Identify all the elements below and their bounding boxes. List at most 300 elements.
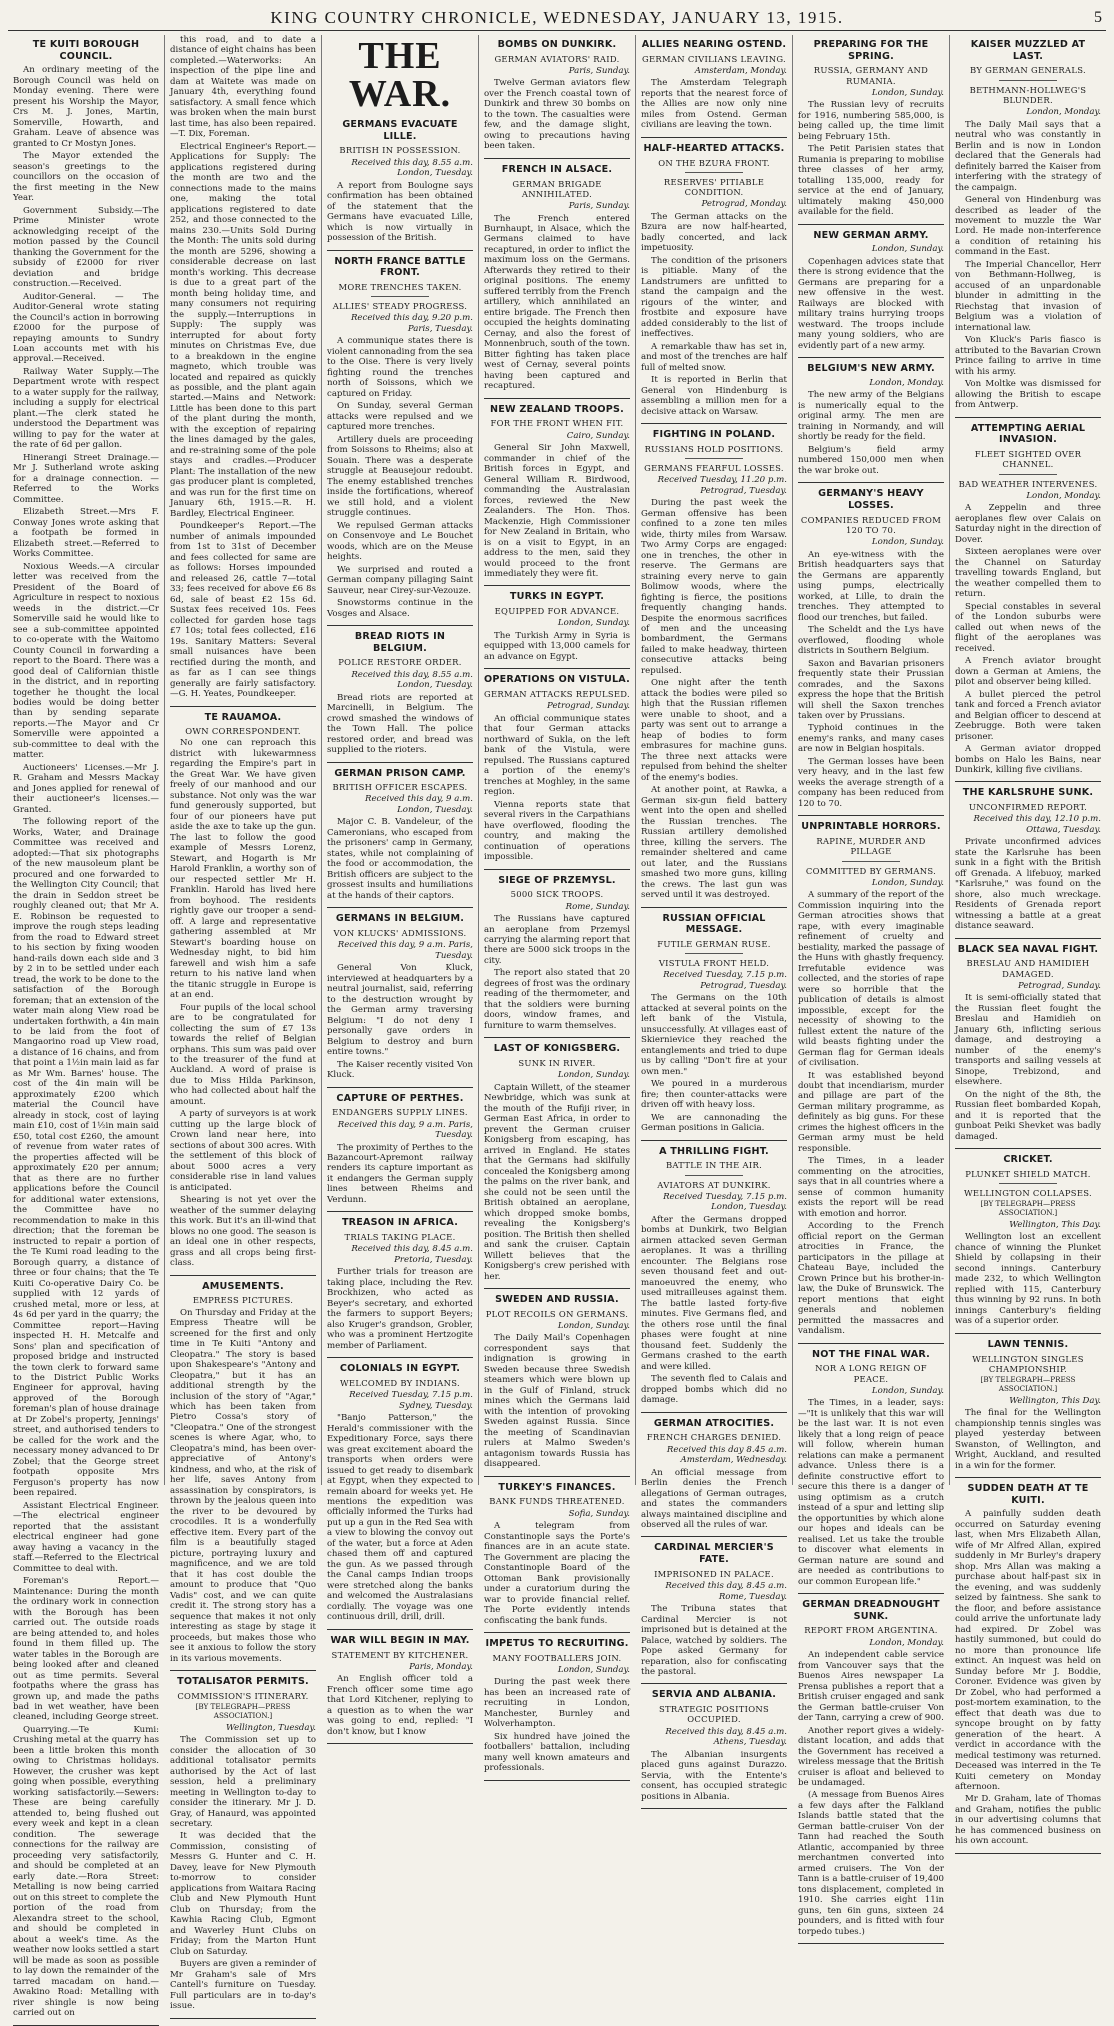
column-7	[950, 35, 1106, 1847]
article-subhead: COMMISSION'S ITINERARY.	[177, 1690, 309, 1701]
article-divider	[641, 1536, 787, 1537]
article-subhead: BATTLE IN THE AIR.	[665, 1160, 763, 1171]
section-banner: THE WAR.	[348, 35, 452, 115]
article-subhead: RAPINE, MURDER AND PILLAGE	[816, 836, 926, 857]
article-headline: ATTEMPTING AERIAL INVASION.	[970, 422, 1086, 446]
article-subhead: GERMANS FEARFUL LOSSES.	[644, 462, 784, 473]
article-subhead: GERMAN AVIATORS' RAID.	[494, 53, 620, 64]
article	[641, 1689, 787, 1802]
article-paragraph: It was decided that the Commission, consisting of Messrs G. Hunter and C. H. Davey, leave for New Plymouth to-morrow to consider applications from Waitara Racing Club and New Plymouth Hunt Club on Thursday; from the Kawhia Racing Club, Egmont and Waverley Hunt Clubs on Friday; from the Marton Hunt Club on Saturday.	[170, 1831, 316, 1957]
article-headline: UNPRINTABLE HORRORS.	[801, 821, 941, 833]
article-headline: TREASON IN AFRICA.	[341, 1217, 459, 1229]
article	[13, 39, 159, 2019]
article	[327, 1093, 473, 1206]
article-paragraph: Twelve German aviators flew over the French coastal town of Dunkirk and threw 30 bombs on to the town. The casualties were few, and the damage slight, owing to precautions having been taken.	[484, 78, 630, 152]
article-paragraph: (A message from Buenos Aires a few days after the Falkland Islands battle stated that the German battle-cruiser Von der Tann had reached the South Atlantic, accompanied by three merchantmen converted into armed cruisers. The Von der Tann is a battle-cruiser of 19,400 tons displacement, completed in 1910. She carries eight 11in guns, ten 6in guns, sixteen 24 pounders, and is fitted with four torpedo tubes.)	[798, 1790, 944, 1937]
article-headline: TOTALISATOR PERMITS.	[177, 1676, 309, 1688]
article	[327, 913, 473, 1080]
dateline: Received this day 8.45 a.m. Amsterdam, Wednesday.	[666, 1444, 787, 1466]
article	[798, 39, 944, 218]
article-headline: SIEGE OF PRZEMYSL.	[498, 874, 616, 886]
article-paragraph: Special constables in several of the London suburbs were called out when news of the flight of the aeroplanes was received.	[955, 601, 1101, 654]
article-paragraph: An independent cable service from Vancouver says that the Buenos Aires newspaper La Prensa publishes a report that a British cruiser engaged and sank the German battle-cruiser Von der Tann, carrying a crew of 900.	[798, 1650, 944, 1724]
dateline: Paris, Monday.	[409, 1661, 473, 1672]
article-headline: GERMAN ATROCITIES.	[653, 1417, 775, 1429]
article-divider	[327, 250, 473, 251]
article-headline: LAWN TENNIS.	[987, 1338, 1069, 1350]
article-headline: AMUSEMENTS.	[202, 1280, 284, 1292]
dateline: London, Sunday.	[871, 87, 944, 98]
article-headline: SWEDEN AND RUSSIA.	[495, 1294, 619, 1305]
dateline: Petrograd, Sunday.	[1018, 980, 1101, 991]
newspaper-page	[0, 6, 1114, 2019]
article-subhead: BAD WEATHER INTERVENES.	[958, 478, 1098, 489]
article-paragraph: Hinerangi Street Drainage.—Mr J. Sutherland wrote asking for a drainage connection. — Referred to the Works Committee.	[13, 452, 159, 505]
article	[327, 256, 473, 619]
article-paragraph: Assistant Electrical Engineer.—The electrical engineer reported that the assistant electrical engineer had gone away having a vacancy in the staff.—Referred to the Electrical Committee to deal with.	[13, 1500, 159, 1574]
dateline: London, Sunday.	[871, 1385, 944, 1396]
article-paragraph: Saxon and Bavarian prisoners frequently state their Prussian comrades, and the Saxons express the hope that the British will shell the Saxon trenches taken over by Prussians.	[798, 658, 944, 721]
article-headline: PREPARING FOR THE SPRING.	[813, 39, 929, 62]
article-subhead: GERMAN CIVILIANS LEAVING.	[642, 53, 786, 64]
column-6	[793, 35, 950, 1937]
article	[955, 423, 1101, 776]
article-subhead: GERMAN ATTACKS REPULSED.	[484, 689, 630, 700]
article-headline: OPERATIONS ON VISTULA.	[484, 674, 630, 686]
article-divider	[484, 1780, 630, 1781]
article	[484, 591, 630, 662]
article-divider	[955, 417, 1101, 418]
article	[484, 1482, 630, 1626]
article-headline: CAPTURE OF PERTHES.	[336, 1092, 464, 1104]
columns	[8, 35, 1106, 2019]
dateline: Wellington, This Day.	[1009, 1395, 1101, 1406]
article	[170, 35, 316, 700]
article-divider	[484, 158, 630, 159]
dateline: Paris, Sunday.	[568, 65, 630, 76]
article-divider	[484, 1037, 630, 1038]
article-subhead: FOR THE FRONT WHEN FIT.	[490, 418, 624, 429]
article-paragraph: An ordinary meeting of the Borough Council was held on Monday evening. There were present his Worship the Mayor, Crs M. J. Jones, Martin, Somerville, Howarth, and Graham. Leave of absence was granted to Cr Mostyn Jones.	[13, 65, 159, 149]
article-paragraph: General Von Kluck, interviewed at headquarters by a neutral journalist, said, referring to the destruction wrought by the German army traversing Belgium: "I do not deny I personally gave orders in Belgium to destroy and burn entire towns."	[327, 963, 473, 1058]
article-paragraph: It is reported in Berlin that General von Hindenburg is assembling a million men for a decisive attack on Warsaw.	[641, 375, 787, 417]
article-headline: LAST OF KONIGSBERG.	[493, 1043, 621, 1055]
press-credit: [BY TELEGRAPH—PRESS ASSOCIATION.]	[980, 1375, 1076, 1393]
masthead-title: KING COUNTRY CHRONICLE, WEDNESDAY, JANUARY 13, 1915.	[270, 8, 844, 27]
article-subhead: BRITISH OFFICER ESCAPES.	[332, 782, 468, 793]
article	[641, 1418, 787, 1531]
article-subhead: POLICE RESTORE ORDER.	[338, 657, 462, 668]
article	[798, 363, 944, 476]
article-divider	[955, 938, 1101, 939]
article-paragraph: Private unconfirmed advices state the Karlsruhe has been sunk in a fight with the British off Grenada. A lifebuoy, marked "Karlsruhe," was found on the shore, also much wreckage. Residents of Grenada report witnessing a battle at a great distance seaward.	[955, 837, 1101, 932]
article-paragraph: The condition of the prisoners is pitiable. Many of the Landstrumers are unfitted to stand the campaign and the rigours of the winter, and frostbite and exposure have added considerably to the list of ineffectives.	[641, 255, 787, 340]
dateline: London, Sunday.	[557, 1320, 630, 1331]
dateline: London, Sunday.	[557, 1070, 630, 1081]
column-3	[322, 35, 479, 1737]
article-subhead: PLOT RECOILS ON GERMANS.	[485, 1308, 629, 1319]
article-subhead: SUNK IN RIVER.	[518, 1058, 596, 1069]
article	[484, 39, 630, 152]
article-divider	[641, 1412, 787, 1413]
article	[484, 1294, 630, 1470]
article-paragraph: We repulsed German attacks on Consenvoye and Le Bouchet woods, which are on the Meuse heights.	[327, 520, 473, 563]
press-credit: [BY TELEGRAPH—PRESS ASSOCIATION.]	[980, 1199, 1076, 1218]
subhead-rule	[999, 80, 1057, 81]
article	[327, 37, 473, 244]
article	[484, 875, 630, 1032]
article-divider	[955, 781, 1101, 782]
article-subhead: STRATEGIC POSITIONS OCCUPIED.	[658, 1704, 770, 1725]
page-number: 5	[1094, 9, 1102, 26]
article-subhead: COMPANIES REDUCED FROM 120 TO 70.	[800, 514, 942, 535]
article-paragraph: The German attacks on the Bzura are now half-hearted, badly concerted, and lack impetuosity.	[641, 211, 787, 254]
article-paragraph: General Sir John Maxwell, commander in chief of the British forces in Egypt, and General William R. Birdwood, commanding the Australasian forces, reviewed the New Zealanders. The Hon. Thos. Mackenzie, High Commissioner for New Zealand in Britain, who is on a visit to Egypt, in an address to the men, said they would proceed to the front immediately they were fit.	[484, 443, 630, 579]
article-headline: NEW ZEALAND TROOPS.	[490, 403, 624, 415]
subhead-rule	[999, 474, 1057, 475]
article	[484, 674, 630, 862]
article	[641, 429, 787, 901]
article-divider	[170, 1670, 316, 1671]
article-divider	[484, 668, 630, 669]
article-paragraph: After the Germans dropped bombs at Dunkirk, two Belgian airmen attacked seven German aeroplanes. It was a thrilling encounter. The Belgians rose seven thousand feet and out-manoeuvred the enemy, who used mitrailleuses against them. The battle lasted forty-five minutes. Five Germans fled, and the others rose until the final phases were fought at nine thousand feet. Suddenly the Germans crashed to the earth and were killed.	[641, 1214, 787, 1372]
dateline: Received this day, 9.20 p.m. Paris, Tuesday.	[350, 313, 473, 334]
article-paragraph: Captain Willett, of the steamer Newbridge, which was sunk at the mouth of the Rufiji river, in German East Africa, in order to prevent the German cruiser Konigsberg from escaping, has arrived in England. He states that the Germans had skilfully concealed the Konigsberg among the palms on the river bank, and she could not be seen until the British obtained an aeroplane, which dropped smoke bombs, revealing the Konigsberg's position. The British then shelled and sank the cruiser. Captain Willett believes that the Konigsberg's crew perished with her.	[484, 1082, 630, 1282]
article-paragraph: One night after the tenth attack the bodies were piled so high that the Russian riflemen were unable to shoot, and a party was sent out to arrange a heap of bodies to form embrasures for machine guns. The three next attacks were repulsed from behind the shelter of the enemy's bodies.	[641, 678, 787, 783]
dateline: Wellington, Tuesday.	[226, 1722, 316, 1733]
article-paragraph: Belgium's field army numbered 150,000 men when the war broke out.	[798, 444, 944, 476]
article	[170, 1281, 316, 1664]
article-subhead: MORE TRENCHES TAKEN.	[338, 281, 462, 292]
article	[955, 787, 1101, 931]
article	[641, 39, 787, 131]
article	[327, 768, 473, 902]
article-headline: A THRILLING FIGHT.	[659, 1145, 769, 1157]
article-paragraph: Poundkeeper's Report.—The number of animals impounded from 1st to 31st of December and fees collected for same are as follows: Horses impounded and released 26, cattle 7—total 33; fees received for above £6 8s 6d, sale of beast £2 15s 6d. Sustax fees received 10s. Fees collected for garden hose tags £7 10s; total fees collected, £16 19s. Sanitary Matters: Several small nuisances have been rectified during the month, and as far as I can see things generally are fairly satisfactory.—G. H. Yeates, Poundkeeper.	[170, 521, 316, 700]
article-paragraph: Electrical Engineer's Report.—Applications for Supply: The applications registered during the month are two and the connections made to the mains one, making the total applications registered to date 252, and those connected to the mains 230.—Units Sold During the Month: The units sold during the month are 5296, showing a considerable decrease on last month's working. This decrease is due to a great part of the month being holiday time, and many consumers not requiring the supply.—Interruptions in Supply: The supply was interrupted for about forty minutes on Christmas Eve, due to a breakdown in the engine magneto, which trouble was located and repaired as quickly as possible, and the plant again started.—Mains and Network: Little has been done to this part of the plant during the month, with the exception of repairing the lines damaged by the gales, and re-straining some of the pole stays and cradles.—Producer Plant: The installation of the new gas producer plant is completed, and was run for the first time on January 6th, 1915.—R. H. Bardley, Electrical Engineer.	[170, 141, 316, 519]
article-headline: NORTH FRANCE BATTLE FRONT.	[334, 255, 466, 279]
article-divider	[955, 1853, 1101, 1854]
article-subhead: VON KLUCKS' ADMISSIONS.	[333, 928, 467, 939]
dateline: London, Monday.	[869, 377, 944, 388]
article-paragraph: On Sunday, several German attacks were repulsed and we captured more trenches.	[327, 401, 473, 433]
article-paragraph: General von Hindenburg was described as leader of the movement to muzzle the War Lord. He made non-interference a condition of retaining his command in the East.	[955, 195, 1101, 258]
article-subhead: WELLINGTON COLLAPSES.	[964, 1188, 1092, 1199]
article-divider	[327, 625, 473, 626]
article	[955, 1154, 1101, 1327]
article-paragraph: During the past week there has been an increased rate of recruiting in London, Manchester, Burnley and Wolverhampton.	[484, 1677, 630, 1730]
article-paragraph: The Times, in a leader commenting on the atrocities, says that in all countries where a sense of common humanity exists the report will be read with emotion and horror.	[798, 1156, 944, 1219]
article-subhead: RUSSIANS HOLD POSITIONS.	[644, 443, 784, 454]
article-headline: TURKS IN EGYPT.	[509, 591, 605, 603]
article-paragraph: The Mayor extended the season's greetings to the councillors on the occasion of the first meeting in the New Year.	[13, 151, 159, 204]
article-headline: FIGHTING IN POLAND.	[652, 429, 776, 440]
article-paragraph: We surprised and routed a German company pillaging Saint Sauveur, near Cirey-sur-Vezouze.	[327, 564, 473, 596]
article-subhead: UNCONFIRMED REPORT.	[968, 802, 1088, 813]
article-paragraph: Typhoid continues in the enemy's ranks, and many cases are now in Belgian hospitals.	[798, 723, 944, 755]
article-headline: ALLIES NEARING OSTEND.	[641, 39, 787, 50]
article	[484, 164, 630, 392]
article-paragraph: The Petit Parisien states that Rumania is preparing to mobilise three classes of her army, totalling 135,000, ready for service at the end of January, ultimately making 450,000 available for the field.	[798, 144, 944, 218]
article-paragraph: The seventh fled to Calais and dropped bombs which did no damage.	[641, 1374, 787, 1406]
article-paragraph: The Kaiser recently visited Von Kluck.	[327, 1059, 473, 1081]
article-divider	[484, 1632, 630, 1633]
article-paragraph: A communique states there is violent cannonading from the sea to the Oise. There is very lively fighting round the trenches north of Soissons, which we captured on Friday.	[327, 336, 473, 399]
article-paragraph: The new army of the Belgians is numerically equal to the original army. The men are training in Normandy, and will shortly be ready for the field.	[798, 390, 944, 443]
article	[170, 712, 316, 1269]
article-headline: BREAD RIOTS IN BELGIUM.	[354, 631, 446, 654]
article-headline: FRENCH IN ALSACE.	[501, 163, 613, 175]
article-subhead: WELLINGTON SINGLES CHAMPIONSHIP.	[972, 1353, 1084, 1374]
article	[641, 1542, 787, 1677]
article-paragraph: The French entered Burnhaupt, in Alsace, which the Germans claimed to have recaptured, in order to inflict the maximum loss on the Germans. Afterwards they retired to their original positions. The enemy suffered terribly from the French artillery, which annihilated an entire brigade. The French then occupied the heights dominating Cernay, and also the forest of Monnenbruch, south of the town. Bitter fighting has taken place west of Cernay, several points having been captured and recaptured.	[484, 213, 630, 392]
article-paragraph: Railway Water Supply.—The Department wrote with respect to a water supply for the railway, including a supply for electrical plant.—The clerk stated he understood the Department was willing to pay for the water at the rate of 6d per gallon.	[13, 366, 159, 451]
article-paragraph: A party of surveyors is at work cutting up the large block of Crown land near here, into sections of about 300 acres. With the settlement of this block of about 5000 acres a very considerable rise in land values is anticipated.	[170, 1109, 316, 1193]
article-subhead: FUTILE GERMAN RUSE.	[657, 938, 771, 949]
article-subhead: BETHMANN-HOLLWEG'S BLUNDER.	[969, 84, 1087, 105]
article-headline: WAR WILL BEGIN IN MAY.	[330, 1634, 470, 1646]
dateline: London, Sunday.	[557, 1664, 630, 1675]
article-paragraph: It was established beyond doubt that incendiarism, murder and pillage are part of the German military programme, as definitely as big guns. For these crimes the highest officers in the German army must be held responsible.	[798, 1070, 944, 1154]
article-divider	[955, 1148, 1101, 1149]
article-paragraph: The German losses have been very heavy, and in the last few weeks the average strength of a company has been reduced from 120 to 70.	[798, 756, 944, 809]
article	[170, 1676, 316, 2012]
dateline: Received this day, 8.45 a.m. Rome, Tuesday.	[665, 1581, 787, 1602]
article	[641, 913, 787, 1134]
article-divider	[327, 762, 473, 763]
article-paragraph: A remarkable thaw has set in, and most of the trenches are half full of melted snow.	[641, 341, 787, 373]
article-headline: BOMBS ON DUNKIRK.	[497, 39, 617, 50]
article	[327, 1635, 473, 1737]
article-paragraph: Further trials for treason are taking place, including the Rev. Brockhizen, who acted as Beyer's secretary, and exhorted the farmers to support Beyers; also Kruger's grandson, Grobler, who was a prominent Hertzogite member of Parliament.	[327, 1267, 473, 1351]
article-paragraph: The Russians have captured an aeroplane from Przemysl carrying the alarming report that there are 5000 sick troops in the city.	[484, 914, 630, 966]
article-divider	[641, 137, 787, 138]
article-headline: KAISER MUZZLED AT LAST.	[970, 39, 1086, 62]
dateline: Received Tuesday, 7.15 p.m. Sydney, Tuesday.	[349, 1390, 473, 1411]
article-headline: GERMANY'S HEAVY LOSSES.	[818, 488, 924, 512]
article-paragraph: No one can reproach this district with lukewarmness regarding the Empire's part in the Great War. We have given freely of our manhood and our substance. Not only was the war fund generously supported, but four of our pioneers have put aside the axe to take up the gun. The last to follow the good example of Messrs Lorenz, Stewart, and Hogarth is Mr Harold Franklin, a worthy son of our respected settler Mr H. Franklin. Harold has lived here from boyhood. The residents rightly gave our trooper a send-off. A large and representative gathering assembled at Mr Stewart's boarding house on Wednesday night, to bid him farewell and wish him a safe return to his native land when the titanic struggle in Europe is at an end.	[170, 738, 316, 1001]
article-paragraph: An official message from Berlin denies the French allegations of German outrages, and states the commanders always maintained discipline and observed all the rules of war.	[641, 1467, 787, 1530]
article-paragraph: Six hundred have joined the footballers' battalion, including many well known amateurs and professionals.	[484, 1731, 630, 1774]
article-divider	[327, 1087, 473, 1088]
article-paragraph: The Daily Mail's Copenhagen correspondent says that indignation is growing in Sweden because three Swedish steamers which were blown up in the Gulf of Finland, struck mines which the Germans laid with the intention of provoking Sweden against Russia. Since the meeting of Scandinavian rulers at Malmo Sweden's antagonism towards Russia has disappeared.	[484, 1333, 630, 1470]
article-divider	[327, 1629, 473, 1630]
subhead-rule	[371, 296, 429, 297]
dateline: Received this day, 9 a.m. Paris, Tuesday.	[337, 1119, 473, 1141]
article-divider	[798, 1593, 944, 1594]
article-subhead: GERMAN BRIGADE ANNIHILATED.	[512, 178, 602, 199]
article-subhead: PLUNKET SHIELD MATCH.	[965, 1168, 1091, 1179]
article-subhead: ON THE BZURA FRONT.	[658, 157, 770, 168]
article-paragraph: Mr D. Graham, late of Thomas and Graham, notifies the public in our advertising columns that he has commenced business on his own account.	[955, 1794, 1101, 1847]
article-paragraph: A telegram from Constantinople says the Porte's finances are in an acute state. The Government are placing the Constantinople Board of the Ottoman Bank provisionally under a curatorium during the war to provide financial relief. The Porte evidently intends confiscating the bank funds.	[484, 1521, 630, 1626]
article-headline: GERMANS IN BELGIUM.	[335, 913, 465, 925]
article	[955, 1339, 1101, 1471]
article-divider	[170, 1275, 316, 1276]
article-subhead: EQUIPPED FOR ADVANCE.	[494, 606, 620, 617]
subhead-rule	[685, 458, 743, 459]
article-paragraph: The Times, in a leader, says:—"It is unlikely that this war will be the last war. It is not even likely that a long reign of peace will follow, wherein human relations can make a permanent advance. Unless there is a definite constructive effort to secure this there is a danger of using optimism as a crutch instead of a spur and letting slip the opportunities by which alone our hopes and ideals can be realised. Let us take the trouble to discover what elements in German nature are sound and are needed as contributions to our common European life."	[798, 1398, 944, 1587]
article	[327, 631, 473, 756]
article-subhead: STATEMENT BY KITCHENER.	[331, 1649, 469, 1660]
article	[484, 1638, 630, 1774]
article-paragraph: Auctioneers' Licenses.—Mr J. R. Graham and Messrs Mackay and Jones applied for renewal of their auctioneer's licenses.—Granted.	[13, 762, 159, 815]
dateline: Received this day, 8.45 a.m. Athens, Tuesday.	[665, 1726, 787, 1748]
dateline: London, Sunday.	[871, 244, 944, 255]
dateline: Received this day, 8.55 a.m. London, Tuesday.	[351, 157, 473, 179]
dateline: Received Tuesday, 7.15 p.m. Petrograd, Tuesday.	[663, 970, 787, 991]
article-headline: THE KARLSRUHE SUNK.	[962, 787, 1094, 799]
article-subhead: BANK FUNDS THREATENED.	[489, 1496, 625, 1507]
article-paragraph: A Zeppelin and three aeroplanes flew over Calais on Saturday night in the direction of Dover.	[955, 503, 1101, 545]
column-2	[165, 35, 322, 2012]
article-divider	[484, 398, 630, 399]
article-headline: SERVIA AND ALBANIA.	[651, 1689, 777, 1701]
article-paragraph: We poured in a murderous fire; then counter-attacks were driven off with heavy loss.	[641, 1079, 787, 1111]
article-paragraph: Elizabeth Street.—Mrs F. Conway Jones wrote asking that a footpath be formed in Elizabeth street.—Referred to Works Committee.	[13, 507, 159, 560]
article-subhead: TRIALS TAKING PLACE.	[344, 1232, 456, 1243]
article-paragraph: The final for the Wellington championship tennis singles was played yesterday between Swanston, of Wellington, and Wright, Auckland, and resulted in a win for the former.	[955, 1408, 1101, 1471]
dateline: Sofia, Sunday.	[568, 1508, 630, 1519]
article-subhead: IMPRISONED IN PALACE.	[654, 1568, 774, 1579]
article-subhead: FRENCH CHARGES DENIED.	[646, 1432, 782, 1443]
article-paragraph: Von Kluck's Paris fiasco is attributed to the Bavarian Crown Prince failing to arrive in time with his army.	[955, 335, 1101, 377]
article-headline: SUDDEN DEATH AT TE KUITI.	[967, 1482, 1089, 1506]
article-paragraph: The Commission set up to consider the allocation of 30 additional totalisator permits authorised by the Act of last session, held a preliminary meeting in Wellington to-day to consider the itinerary. Mr J. D. Gray, of Hanaurd, was appointed secretary.	[170, 1735, 316, 1829]
article-paragraph: Auditor-General. — The Auditor-General wrote stating the Council's action in borrowing £2000 for the purpose of repaying amounts to Sundry Loan accounts met with his approval.—Received.	[13, 291, 159, 365]
subhead-rule	[685, 1175, 743, 1176]
article-paragraph: A painfully sudden death occurred on Saturday evening last, when Mrs Elizabeth Allan, wife of Mr Alfred Allan, expired suddenly in Mr Burley's drapery shop. Mrs Allan was making a purchase about half-past six in the evening, and was suddenly seized by faintness. She sank to the floor, and before assistance could arrive the unfortunate lady had expired. Dr Zobel was hastily summoned, but could do no more than pronounce life extinct. An inquest was held on Sunday before Mr J. Boddie, Coroner. Evidence was given by Dr Zobel, who had performed a post-mortem examination, to the effect that death was due to syncope brought on by fatty generation of the heart. A verdict in accordance with the medical testimony was returned. Deceased was interred in the Te Kuiti cemetery on Monday afternoon.	[955, 1509, 1101, 1792]
article-headline: GERMAN PRISON CAMP.	[334, 767, 466, 779]
article-paragraph: It is semi-officially stated that the Russian fleet fought the Breslau and Hamidieh on January 6th, inflicting serious damage, and destroying a number of the enemy's transports and sailing vessels at Sinope, Trebizond, and elsewhere.	[955, 993, 1101, 1088]
subhead-rule	[842, 861, 900, 862]
article	[798, 488, 944, 809]
article-headline: TE RAUAMOA.	[204, 711, 282, 723]
article-divider	[798, 482, 944, 483]
article-divider	[798, 224, 944, 225]
article-paragraph: The following report of the Works, Water, and Drainage Committee was received and adopted:—That six photographs of the new mausoleum plant be procured and one forwarded to the Wellington City Council; that the drain in Seddon street be roughly cleaned out; that Mr A. E. Robinson be requested to improve the rough steps leading from the road to Edward street to his section by fixing wooden hand-rails down each side and 3 by 2 in to be settled under each tread, the work to be done to the satisfaction of the Borough foreman; that an extension of the water main along View road be undertaken forthwith, a 4in main to be laid from the foot of Mangaorino road up View road, a distance of 16 chains, and from that point a 1½in main laid as far as Mr Wm. Barnes' house. The cost of the 4in main will be approximately £200 which material the Council have already in stock, cost of laying main £10, cost of 1½in main said £50, total cost £260, the amount of revenue from water rates of the properties affected will be approximately £20 per annum; that as there are no further applications before the Council for additional water extensions, the Committee have no recommendation to make in this direction; that the foreman be instructed to repair a portion of the Te Kumi road leading to the Borough quarry, a distance of three or four chains; that the Te Kuiti Co-operative Dairy Co. be supplied with 12 yards of crushed metal, more or less, at 4s 6d per yard in the quarry; the Committee report—Having inspected H. H. Metcalfe and Sons' plan and specification of proposed bridge and instructed the town clerk to forward same to the District Public Works Engineer for approval, having approved of the Borough foreman's plan of house drainage at Dr Zobel's property, Jennings' street, and authorised tenders to be called for the work and the necessary money advanced to Dr Zobel; that the George street footpath opposite Mrs Ferguson's property has now been repaired.	[13, 817, 159, 1499]
dateline: Paris, Sunday.	[568, 201, 630, 212]
article-paragraph: Von Moltke was dismissed for allowing the British to escape from Antwerp.	[955, 379, 1101, 411]
article-paragraph: Buyers are given a reminder of Mr Graham's sale of Mrs Cantell's furniture on Tuesday. Full particulars are in to-day's issue.	[170, 1959, 316, 2012]
dateline: Received this day, 9 a.m. Paris, Tuesday.	[337, 940, 473, 961]
article-paragraph: At another point, at Rawka, a German six-gun field battery went into the open and shelled the Russian trenches. The Russian artillery demolished three, killing the servers. The remainder sheltered and came out later, and the Russians smashed two more guns, killing the crews. The last gun was served until it was destroyed.	[641, 785, 787, 901]
article-paragraph: Another report gives a widely-distant location, and adds that the Government has received a wireless message that the British cruiser is afloat and believed to be undamaged.	[798, 1725, 944, 1788]
article-divider	[484, 1288, 630, 1289]
article	[327, 1363, 473, 1623]
dateline: Received Tuesday, 7.15 p.m. London, Tuesday.	[663, 1191, 787, 1213]
article-paragraph: The Tribuna states that Cardinal Mercier is not imprisoned but is detained at the Palace, watched by soldiers. The Pope asked Germany for reparation, also for confiscating the pastoral.	[641, 1604, 787, 1677]
article-subhead: RESERVES' PITIABLE CONDITION.	[663, 176, 765, 198]
article-paragraph: According to the French official report on the German atrocities in France, the participators in the pillage at Chateau Baye, included the Crown Prince but his brother-in-law, the Duke of Brunswick. The report mentions that eight generals and noblemen permitted the massacres and vandalism.	[798, 1221, 944, 1337]
article-paragraph: The Imperial Chancellor, Herr von Bethmann-Hollweg, is accused of an unpardonable blunder in admitting in the Riechstag that invasion of Belgium was a violation of international law.	[955, 259, 1101, 333]
article-divider	[641, 1140, 787, 1141]
article-paragraph: An English officer told a French officer some time ago that Lord Kitchener, replying to a question as to when the war was going to end, replied: "I don't know, but I know	[327, 1674, 473, 1737]
article-subhead: BRESLAU AND HAMIDIEH DAMAGED.	[966, 958, 1090, 979]
article-subhead: 5000 SICK TROOPS.	[510, 889, 604, 900]
article-headline: IMPETUS TO RECRUITING.	[485, 1638, 629, 1650]
article-paragraph: The proximity of Perthes to the Bazancourt-Apremont railway renders its capture important as it endangers the German supply lines between Rheims and Verdunn.	[327, 1142, 473, 1205]
article-divider	[484, 1476, 630, 1477]
article-paragraph: The Germans on the 10th attacked at several points on the left bank of the Vistula, unsuccessfully. At villages east of Skiernievice they reached the entanglements and tried to dupe us by calling "Don't fire at your own men."	[641, 993, 787, 1077]
dateline: London, Sunday.	[557, 618, 630, 629]
article-subhead: COMMITTED BY GERMANS.	[805, 865, 937, 876]
article-paragraph: Sixteen aeroplanes were over the Channel on Saturday travelling towards England, but the weather compelled them to return.	[955, 547, 1101, 600]
article	[798, 821, 944, 1336]
article-divider	[327, 1357, 473, 1358]
article-headline: BELGIUM'S NEW ARMY.	[807, 363, 935, 375]
article-paragraph: The Scheldt and the Lys have overflowed, flooding whole districts in Southern Belgium.	[798, 625, 944, 657]
dateline: London, Sunday.	[871, 877, 944, 888]
article	[955, 39, 1101, 411]
article-headline: HALF-HEARTED ATTACKS.	[643, 142, 785, 154]
dateline: Received this day, 8.45 a.m. Pretoria, Tuesday.	[351, 1244, 473, 1265]
dateline: Received this day, 8.55 a.m. London, Tuesday.	[351, 669, 473, 691]
article-paragraph: The Albanian insurgents placed guns against Durazzo. Servia, with the Entente's consent, has occupied strategic positions in Albania.	[641, 1749, 787, 1802]
article-headline: TURKEY'S FINANCES.	[498, 1481, 616, 1493]
article-divider	[170, 706, 316, 707]
article-paragraph: The Amsterdam Telegraph reports that the nearest force of the Allies are now only nine miles from Ostend. German civilians are leaving the town.	[641, 78, 787, 131]
article	[798, 1349, 944, 1587]
article-headline: RUSSIAN OFFICIAL MESSAGE.	[662, 912, 766, 936]
article-paragraph: this road, and to date a distance of eight chains has been completed.—Waterworks: An inspection of the pipe line and dam at Waitete was made on January 4th, everything found satisfactory. A small fence which was broken when the main burst last time, has also been repaired.—T. Dix, Foreman.	[170, 35, 316, 140]
article-paragraph: A summary of the report of the Commission inquiring into the German atrocities shows that rape, with every imaginable refinement of cruelty and bestiality, marked the passage of the Huns with ghastly frequency. Irrefutable evidence was collected, and the stories of rape were so horrible that the publication of details is almost impossible, except for the necessity of showing to the fullest extent the nature of the wild beasts fighting under the German flag for German ideals of civilisation.	[798, 890, 944, 1069]
article-subhead: OWN CORRESPONDENT.	[185, 726, 301, 737]
article-paragraph: The Daily Mail says that a neutral who was constantly in Berlin and is now in London declared that the Generals had definitely barred the Kaiser from interfering with the strategy of the campaign.	[955, 119, 1101, 193]
article-divider	[798, 357, 944, 358]
article-paragraph: An official communique states that four German attacks northward of Sukla, on the left bank of the Vistula, were repulsed. The Russians captured a portion of the enemy's trenches at Moghley, in the same region.	[484, 713, 630, 798]
masthead	[8, 6, 1106, 31]
article-paragraph: Copenhagen advices state that there is strong evidence that the Germans are preparing for a new offensive in the west. Railways are blocked with military trains hurrying troops westward. The troops include many young soldiers, who are evidently part of a new army.	[798, 256, 944, 351]
article-divider	[955, 1333, 1101, 1334]
subhead-rule	[685, 953, 743, 954]
article-divider	[798, 1343, 944, 1344]
dateline: London, Monday.	[869, 1637, 944, 1648]
article-headline: GERMANS EVACUATE LILLE.	[342, 119, 458, 142]
article	[798, 230, 944, 352]
article-paragraph: On Thursday and Friday at the Empress Theatre will be screened for the first and only time in Te Kuiti "Antony and Cleopatra." The story is based upon Shakespeare's "Antony and Cleopatra," but it has an additional strength by the inclusion of the story of "Agar," which has been taken from Pietro Cossa's story of "Cleopatra." One of the strongest scenes is where Agar, who, to Cleopatra's mind, has been over-appreciative of Antony's kindness, and who, at the risk of her life, saves Antony from assassination by conspirators, is thrown by the jealous queen into the river to be devoured by crocodiles. It is a wonderfully effective item. Every part of the film is a beautifully staged picture, portraying luxury and magnificence, and we are told that it has cost double the amount to produce that "Quo Vadis" cost, and we can quite credit it. The strong story has a sequence that makes it not only interesting as stage by stage it proceeds, but makes those who see it anxious to follow the story in its various movements.	[170, 1307, 316, 1664]
article-paragraph: Quarrying.—Te Kumi: Crushing metal at the quarry has been a little broken this month owing to Christmas holidays. However, the crusher was kept going when possible, everything working satisfactorily.—Sewers: These are being carefully attended to, being flushed out every week and kept in a clean condition. The sewerage connections for the railway are proceeding very satisfactorily, and should be completed at an early date.—Rora Street: Metalling is now being carried out on this street to complete the portion of the road from Alexandra street to the school, and should be completed in about a week's time. As the weather now looks settled a start will be made as soon as possible to lay down the remainder of the tarred macadam on hand.—Awakino Road: Metalling with river shingle is now being carried out on	[13, 1724, 159, 2019]
article-headline: NEW GERMAN ARMY.	[813, 229, 929, 241]
article-paragraph: During the past week the German offensive has been confined to a zone ten miles wide, thirty miles from Warsaw. Two Army Corps are engaged: one in trenches, the other in reserve. The Germans are straining every nerve to gain Bolimow woods, where the fighting is fierce, the positions frequently changing hands. Despite the enormous sacrifices of men and the unceasing bombardment, the Germans failed to make headway, thirteen consecutive attacks being repulsed.	[641, 498, 787, 676]
press-credit: [BY TELEGRAPH—PRESS ASSOCIATION.]	[195, 1702, 291, 1720]
dateline: Received this day, 9 a.m. London, Tuesday.	[365, 794, 473, 815]
article-subhead: NOR A LONG REIGN OF PEACE.	[815, 1363, 927, 1384]
dateline: Received this day, 12.10 p.m. Ottawa, Tuesday.	[973, 814, 1101, 835]
article-divider	[641, 907, 787, 908]
subhead-rule	[685, 172, 743, 173]
article-subhead: BY GERMAN GENERALS.	[970, 65, 1086, 76]
column-5	[636, 35, 793, 1802]
article-paragraph: Shearing is not yet over the weather of the summer delaying this work. But it's an ill-wind that blows no one good. The season is an ideal one in other respects, grass and all crops being first-class.	[170, 1195, 316, 1269]
article-divider	[327, 1211, 473, 1212]
article-subhead: AVIATORS AT DUNKIRK.	[657, 1179, 771, 1190]
article-paragraph: Four pupils of the local school are to be congratulated for collecting the sum of £7 13s towards the relief of Belgian orphans. This sum was paid over to the treasurer of the fund at Auckland. A word of praise is due to Miss Hilda Parkinson, who had collected about half the amount.	[170, 1002, 316, 1107]
article-subhead: ALLIES' STEADY PROGRESS.	[332, 301, 468, 312]
article-paragraph: Government Subsidy.—The Prime Minister wrote acknowledging receipt of the motion passed by the Council thanking the Government for the subsidy of £2000 for river deviation and bridge construction.—Received.	[13, 205, 159, 290]
dateline: Wellington, This Day.	[1009, 1219, 1101, 1230]
article-divider	[484, 869, 630, 870]
dateline: Received Tuesday, 11.20 p.m. Petrograd, Tuesday.	[657, 475, 787, 496]
article	[641, 143, 787, 417]
article-subhead: EMPRESS PICTURES.	[192, 1295, 294, 1306]
article-paragraph: Major C. B. Vandeleur, of the Cameronians, who escaped from the prisoners' camp in Germany, states, while not complaining of the food or accommodation, the British officers are subject to the grossest insults and humiliations at the hands of their captors.	[327, 817, 473, 901]
article-paragraph: Snowstorms continue in the Vosges and Alsace.	[327, 598, 473, 619]
column-1	[8, 35, 165, 2019]
article-subhead: REPORT FROM ARGENTINA.	[804, 1625, 938, 1636]
article-subhead: WELCOMED BY INDIANS.	[340, 1377, 460, 1388]
dateline: London, Sunday.	[871, 537, 944, 548]
